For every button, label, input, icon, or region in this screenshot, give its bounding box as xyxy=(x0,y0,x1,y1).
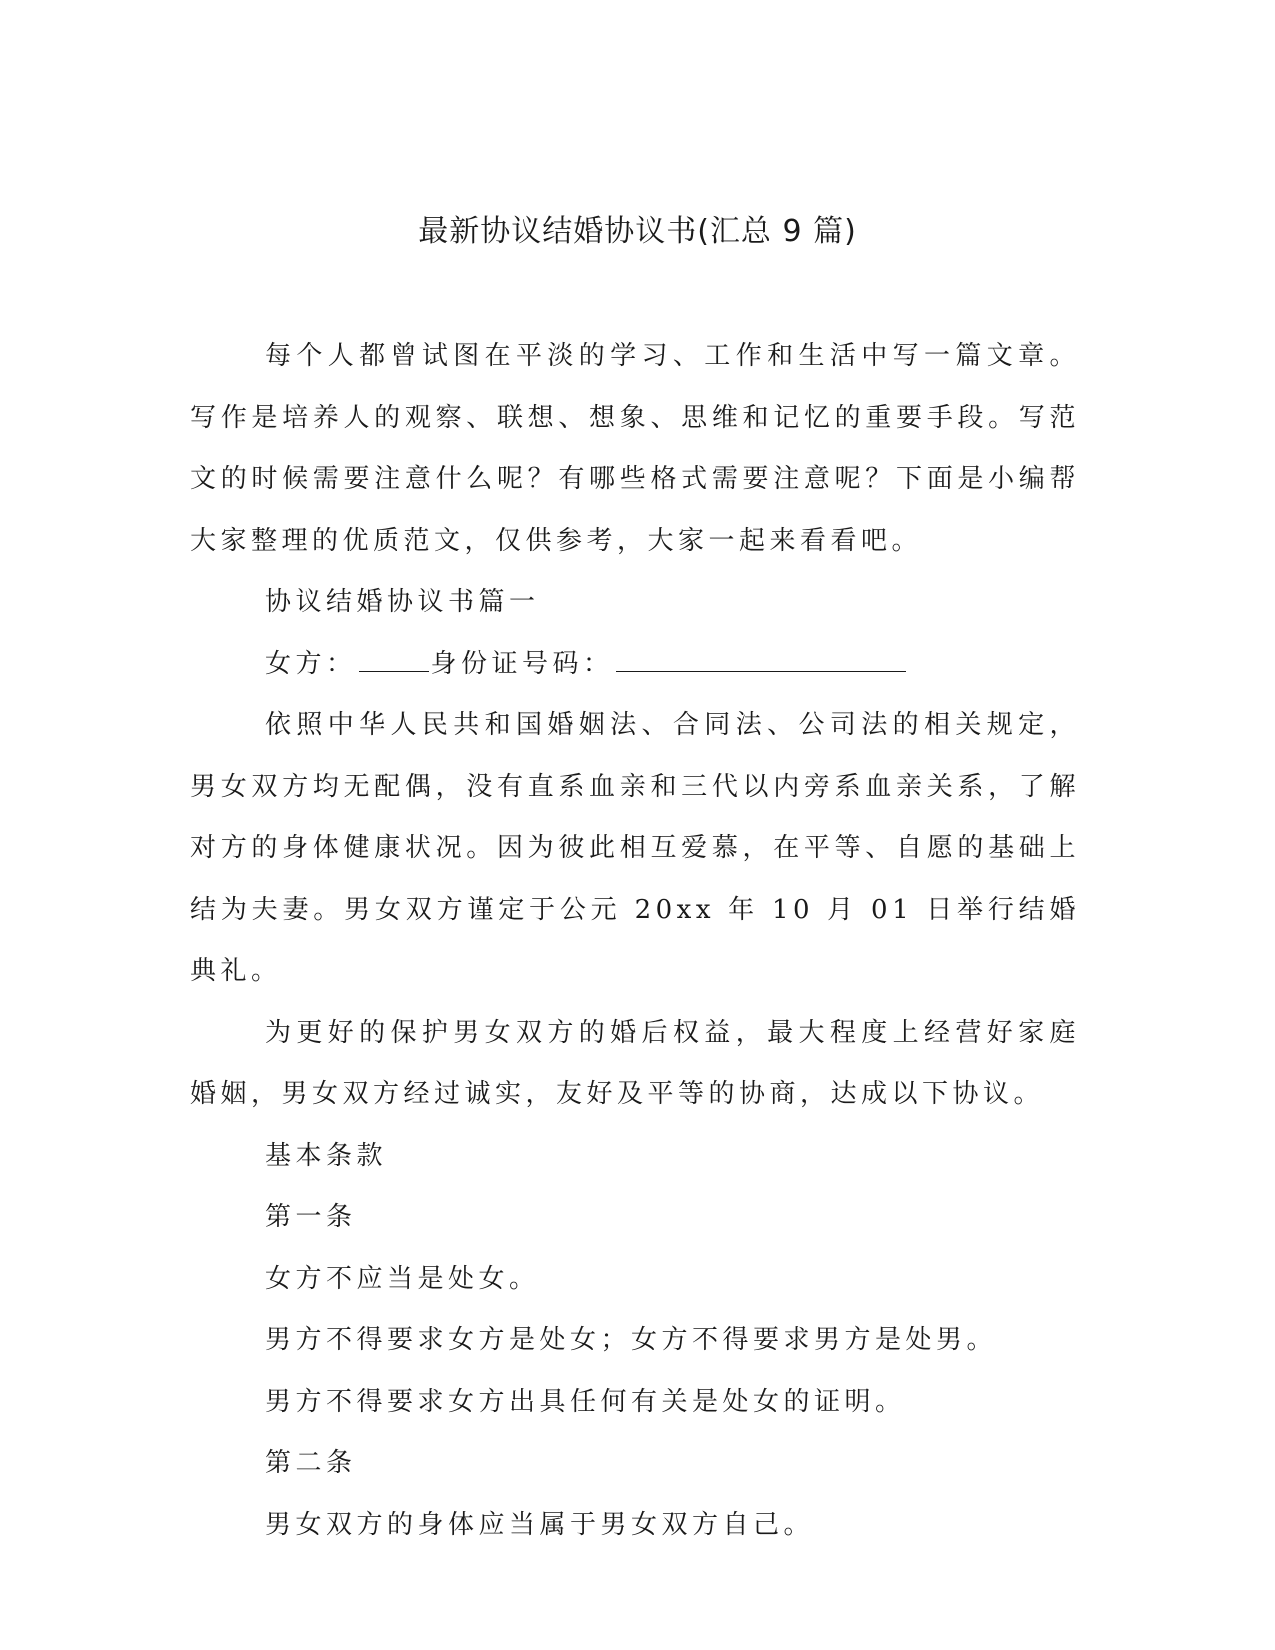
article-2-heading: 第二条 xyxy=(265,1448,357,1478)
article-1-clause-2: 男方不得要求女方是处女；女方不得要求男方是处男。 xyxy=(265,1325,998,1355)
article-1-heading: 第一条 xyxy=(265,1202,357,1232)
female-label: 女方： xyxy=(265,648,357,679)
article-1-clause-3: 男方不得要求女方出具任何有关是处女的证明。 xyxy=(265,1386,906,1417)
basic-terms-heading: 基本条款 xyxy=(265,1140,388,1171)
article-1-clause-1: 女方不应当是处女。 xyxy=(265,1263,540,1294)
basis-paragraph: 依照中华人民共和国婚姻法、合同法、公司法的相关规定，男女双方均无配偶，没有直系血亲和三代以内旁系血亲关系，了解对方的身体健康状况。因为彼此相互爱慕，在平等、自愿的基础上结为夫妻。男女双方谨定于公元 20xx 年 10 月 01 日举行结婚典礼。 xyxy=(190,710,1080,986)
intro-paragraph: 每个人都曾试图在平淡的学习、工作和生活中写一篇文章。写作是培养人的观察、联想、想象、思维和记忆的重要手段。写范文的时候需要注意什么呢？有哪些格式需要注意呢？下面是小编帮大家整理的优质范文，仅供参考，大家一起来看看吧。 xyxy=(190,341,1080,556)
section-heading: 协议结婚协议书篇一 xyxy=(265,587,540,617)
article-2-clause-1: 男女双方的身体应当属于男女双方自己。 xyxy=(265,1509,815,1540)
party-info-line xyxy=(190,634,1080,696)
id-number-label: 身份证号码： xyxy=(430,648,614,679)
purpose-paragraph: 为更好的保护男女双方的婚后权益，最大程度上经营好家庭婚姻，男女双方经过诚实，友好及平等的协商，达成以下协议。 xyxy=(190,1017,1080,1109)
document-body xyxy=(190,326,1080,1556)
document-title: 最新协议结婚协议书(汇总 9 篇) xyxy=(418,214,857,249)
female-name-blank xyxy=(359,643,429,672)
id-number-blank xyxy=(616,643,906,672)
